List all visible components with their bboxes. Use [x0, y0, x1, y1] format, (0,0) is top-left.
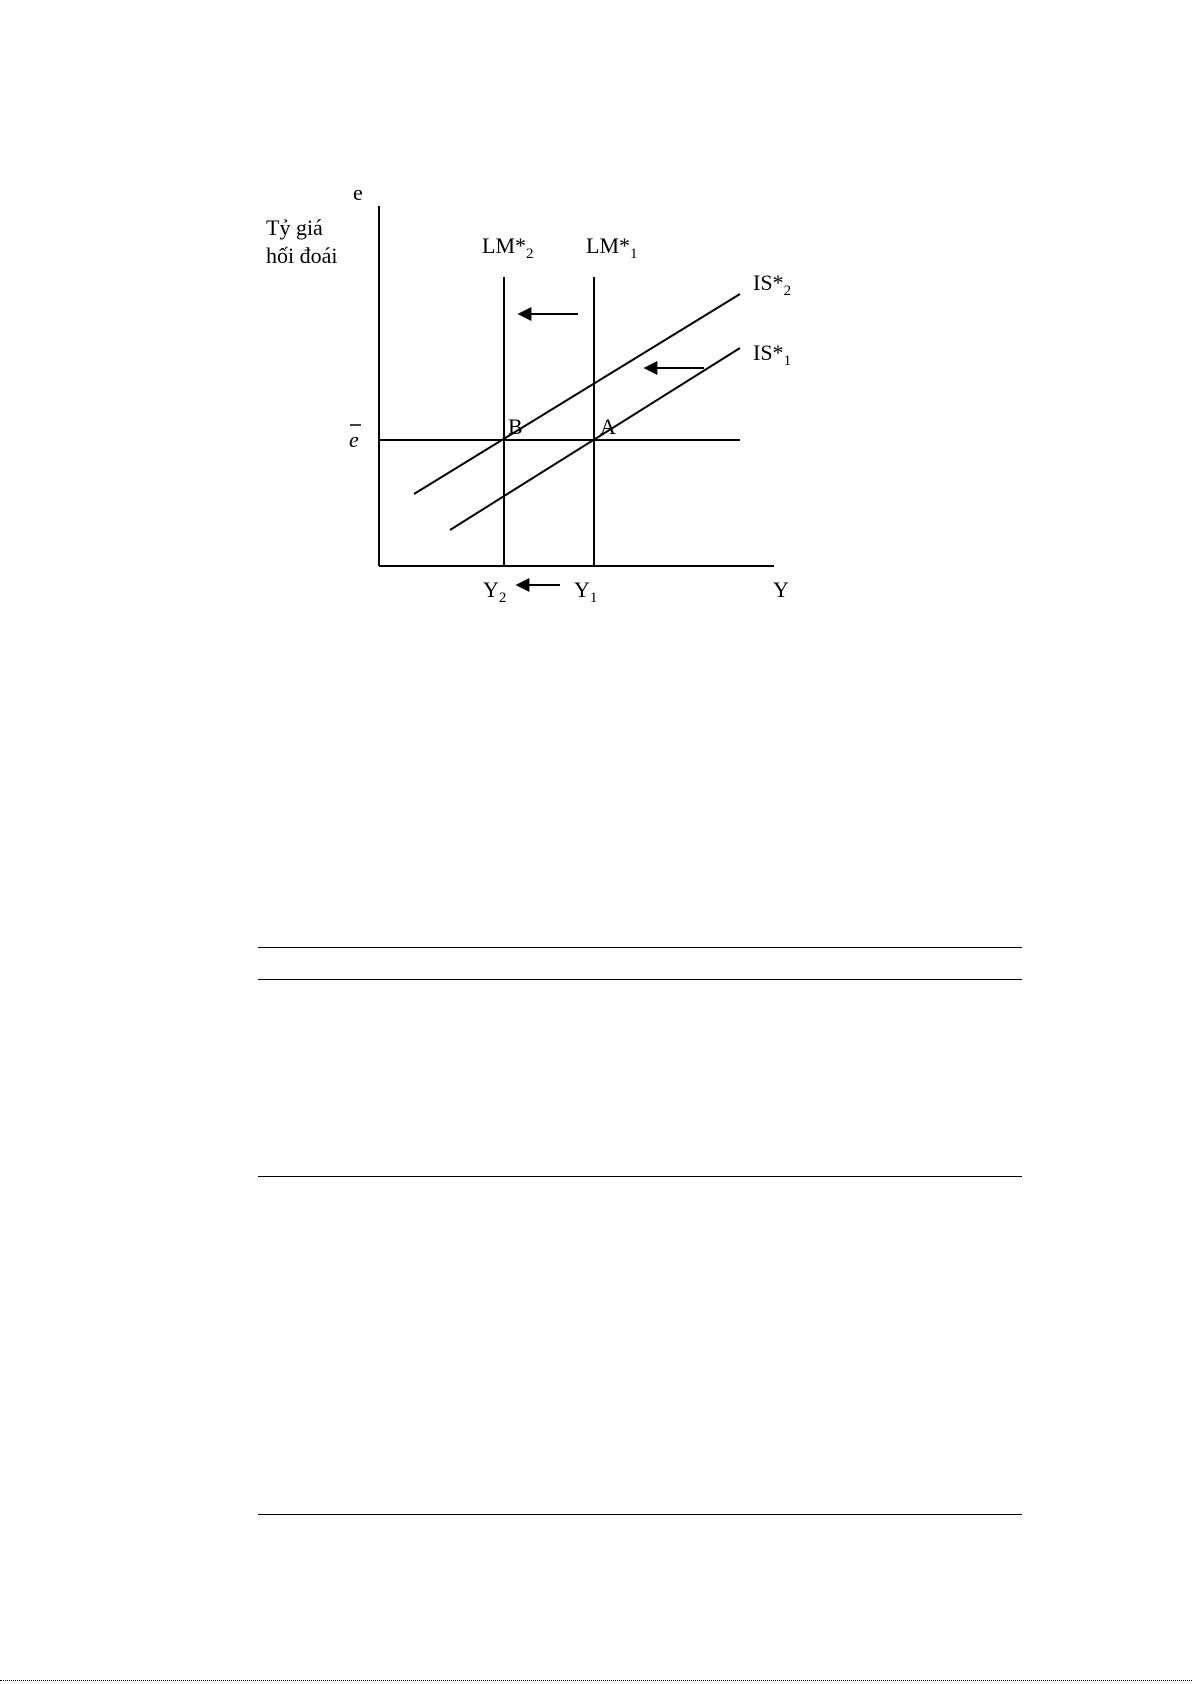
rule-3: [258, 1176, 1022, 1177]
point-b-label: B: [508, 414, 523, 439]
footer-dotted-line: [0, 1680, 1192, 1681]
y2-label: $Y_2$: [483, 577, 507, 606]
is-lm-diagram: [0, 0, 1192, 700]
is1-label: $IS*_1$: [753, 340, 792, 369]
lm2-label: $LM*_2$: [482, 233, 534, 262]
lm1-label: $LM*_1$: [586, 233, 638, 262]
fixed-rate-label: e: [349, 427, 359, 452]
y1-label: $Y_1$: [574, 577, 598, 606]
y-axis-title-line1: Tỷ giá: [266, 215, 323, 240]
y-axis-title-line2: hối đoái: [266, 243, 338, 268]
y-axis-symbol: e: [353, 180, 363, 205]
point-a-label: A: [600, 414, 616, 439]
rule-2: [258, 979, 1022, 980]
x-axis-symbol: Y: [773, 577, 789, 602]
rule-1: [258, 947, 1022, 948]
rule-4: [258, 1514, 1022, 1515]
is2-label: $IS*_2$: [753, 270, 792, 299]
is2-line: [414, 294, 740, 494]
